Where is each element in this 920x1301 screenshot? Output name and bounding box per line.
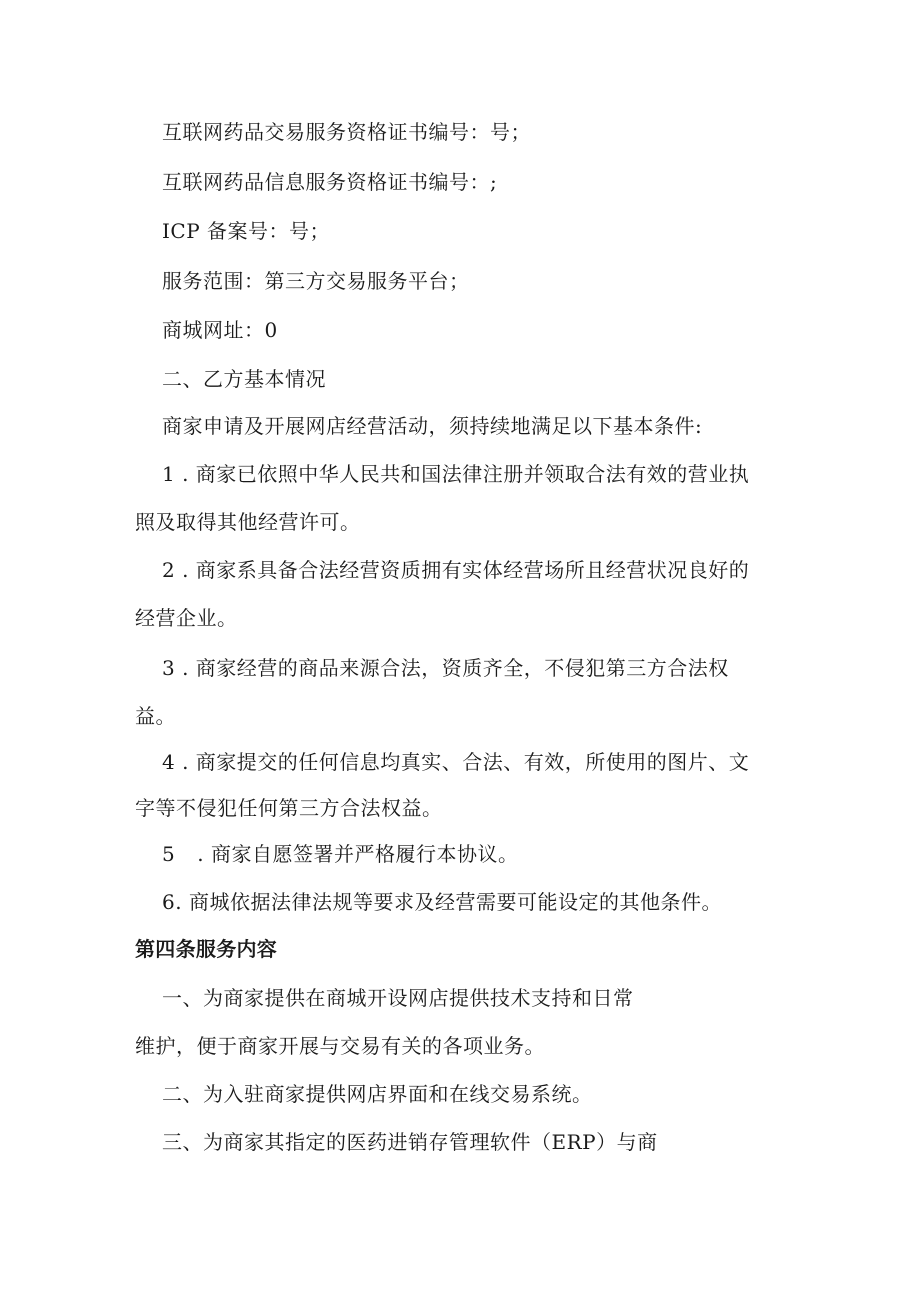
condition-5-text: . 商家自愿签署并严格履行本协议。 bbox=[197, 842, 519, 866]
section-party-b-heading: 二、乙方基本情况 bbox=[162, 367, 326, 391]
service-scope-line: 服务范围：第三方交易服务平台； bbox=[162, 269, 470, 293]
service-1-line-1: 一、为商家提供在商城开设网店提供技术支持和日常 bbox=[162, 986, 634, 1010]
condition-2-line-1: 2 . 商家系具备合法经营资质拥有实体经营场所且经营状况良好的 bbox=[162, 558, 750, 582]
article-4-heading: 第四条服务内容 bbox=[135, 937, 278, 961]
condition-3-line-2: 益。 bbox=[135, 704, 176, 728]
condition-3-line-1: 3 . 商家经营的商品来源合法，资质齐全，不侵犯第三方合法权 bbox=[162, 656, 729, 680]
condition-1-line-2: 照及取得其他经营许可。 bbox=[135, 510, 361, 534]
condition-5-line bbox=[162, 840, 518, 868]
drug-info-certificate-line: 互联网药品信息服务资格证书编号：; bbox=[162, 170, 498, 194]
service-3-line: 三、为商家其指定的医药进销存管理软件（ERP）与商 bbox=[162, 1130, 658, 1154]
icp-record-line: ICP 备案号：号； bbox=[162, 219, 331, 243]
condition-6-line: 6. 商城依据法律法规等要求及经营需要可能设定的其他条件。 bbox=[162, 890, 722, 914]
service-2-line: 二、为入驻商家提供网店界面和在线交易系统。 bbox=[162, 1082, 593, 1106]
condition-1-line-1: 1 . 商家已依照中华人民共和国法律注册并领取合法有效的营业执 bbox=[162, 462, 750, 486]
drug-trade-certificate-line: 互联网药品交易服务资格证书编号：号； bbox=[162, 120, 531, 144]
mall-url-line: 商城网址：0 bbox=[162, 318, 278, 342]
condition-4-line-1: 4 . 商家提交的任何信息均真实、合法、有效，所使用的图片、文 bbox=[162, 750, 750, 774]
condition-2-line-2: 经营企业。 bbox=[135, 606, 238, 630]
conditions-intro: 商家申请及开展网店经营活动，须持续地满足以下基本条件: bbox=[162, 414, 703, 438]
condition-4-line-2: 字等不侵犯任何第三方合法权益。 bbox=[135, 796, 443, 820]
service-1-line-2: 维护，便于商家开展与交易有关的各项业务。 bbox=[135, 1034, 545, 1058]
condition-5-number: 5 bbox=[162, 842, 176, 866]
